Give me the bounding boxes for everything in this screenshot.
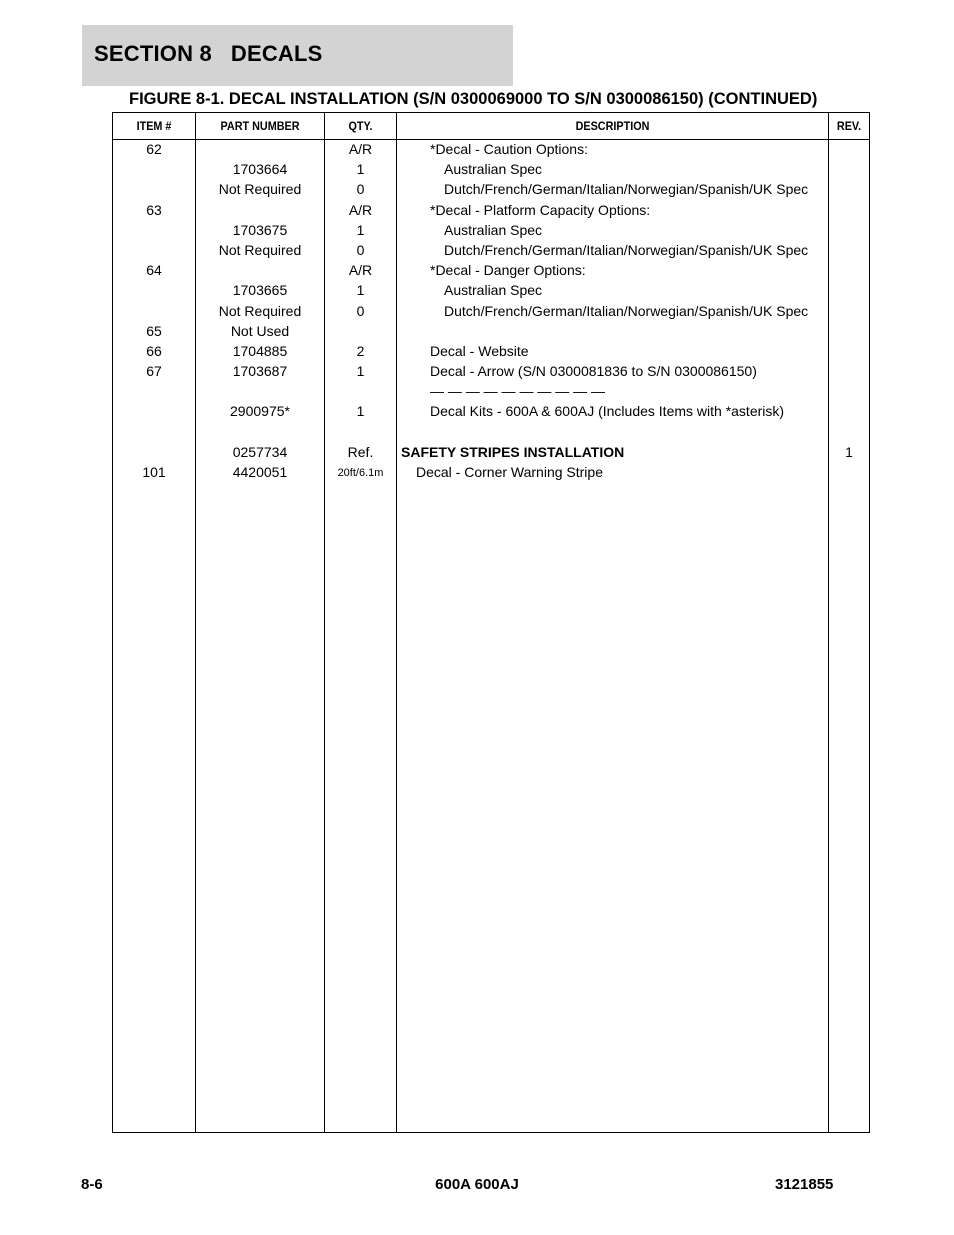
quantity-cell: 1 <box>356 161 365 178</box>
table-row <box>113 383 869 403</box>
quantity-cell: A/R <box>348 201 373 218</box>
table-body <box>113 141 869 484</box>
description-cell: Decal Kits - 600A & 600AJ (Includes Items with *asterisk) <box>430 403 785 420</box>
page-number: 8-6 <box>81 1176 103 1193</box>
header-rev: REV. <box>836 119 862 133</box>
part-number-cell: 1703664 <box>232 161 288 178</box>
quantity-cell: 1 <box>356 363 365 380</box>
header-divider <box>113 139 869 140</box>
description-cell: Australian Spec <box>444 221 543 238</box>
table-row <box>113 444 869 464</box>
table-row <box>113 303 869 323</box>
quantity-cell: 20ft/6.1m <box>337 467 384 479</box>
table-row <box>113 202 869 222</box>
quantity-cell: 0 <box>356 302 365 319</box>
quantity-cell: 0 <box>356 241 365 258</box>
part-number-cell: 1703675 <box>232 221 288 238</box>
item-number-cell: 67 <box>146 363 162 380</box>
table-row <box>113 403 869 423</box>
description-cell: Australian Spec <box>444 161 543 178</box>
table-row <box>113 141 869 161</box>
description-cell: Dutch/French/German/Italian/Norwegian/Spanish/UK Spec <box>444 181 809 198</box>
description-cell: Dutch/French/German/Italian/Norwegian/Spanish/UK Spec <box>444 302 809 319</box>
item-number-cell: 62 <box>146 141 162 157</box>
part-number-cell: 1704885 <box>232 342 288 359</box>
item-number-cell: 63 <box>146 201 162 218</box>
part-number-cell: 4420051 <box>232 464 288 480</box>
section-title: SECTION 8 DECALS <box>94 41 323 66</box>
description-cell: *Decal - Caution Options: <box>430 141 588 157</box>
part-number-cell: 1703665 <box>232 282 288 299</box>
table-row <box>113 161 869 181</box>
description-cell: Decal - Corner Warning Stripe <box>416 464 603 480</box>
quantity-cell: 1 <box>356 221 365 238</box>
quantity-cell: A/R <box>348 141 373 157</box>
part-number-cell: 0257734 <box>232 443 288 460</box>
description-cell: — — — — — — — — — — <box>430 383 606 400</box>
part-number-cell: Not Required <box>218 181 302 198</box>
table-row <box>113 424 869 444</box>
quantity-cell: Ref. <box>347 443 374 460</box>
parts-table <box>112 112 870 1133</box>
table-row <box>113 181 869 201</box>
document-number: 3121855 <box>775 1176 834 1193</box>
description-cell: Decal - Arrow (S/N 0300081836 to S/N 0300086150) <box>430 363 757 380</box>
quantity-cell: 2 <box>356 342 365 359</box>
header-qty: QTY. <box>348 119 373 133</box>
description-cell: SAFETY STRIPES INSTALLATION <box>401 443 625 460</box>
table-row <box>113 363 869 383</box>
part-number-cell: Not Used <box>230 322 290 339</box>
table-row <box>113 242 869 262</box>
table-row <box>113 464 869 484</box>
table-row <box>113 262 869 282</box>
table-row <box>113 282 869 302</box>
description-cell: Australian Spec <box>444 282 543 299</box>
model-label: 600A 600AJ <box>435 1176 519 1193</box>
table-row <box>113 343 869 363</box>
table-row <box>113 323 869 343</box>
quantity-cell: 1 <box>356 282 365 299</box>
header-part-number: PART NUMBER <box>220 119 300 133</box>
header-description: DESCRIPTION <box>575 119 650 133</box>
figure-title: FIGURE 8-1. DECAL INSTALLATION (S/N 0300069000 TO S/N 0300086150) (CONTINUED) <box>129 90 818 108</box>
section-banner <box>82 25 513 86</box>
description-cell: *Decal - Platform Capacity Options: <box>430 201 651 218</box>
header-item: ITEM # <box>136 119 172 133</box>
quantity-cell: 0 <box>356 181 365 198</box>
item-number-cell: 64 <box>146 262 162 279</box>
part-number-cell: 2900975* <box>230 403 290 420</box>
quantity-cell: A/R <box>348 262 373 279</box>
quantity-cell: 1 <box>356 403 365 420</box>
description-cell: *Decal - Danger Options: <box>430 262 586 279</box>
item-number-cell: 101 <box>142 464 166 480</box>
table-row <box>113 222 869 242</box>
part-number-cell: Not Required <box>218 241 302 258</box>
description-cell: Dutch/French/German/Italian/Norwegian/Spanish/UK Spec <box>444 241 809 258</box>
part-number-cell: Not Required <box>218 302 302 319</box>
item-number-cell: 65 <box>146 322 162 339</box>
revision-cell: 1 <box>845 443 853 460</box>
item-number-cell: 66 <box>146 342 162 359</box>
part-number-cell: 1703687 <box>232 363 288 380</box>
description-cell: Decal - Website <box>430 342 529 359</box>
